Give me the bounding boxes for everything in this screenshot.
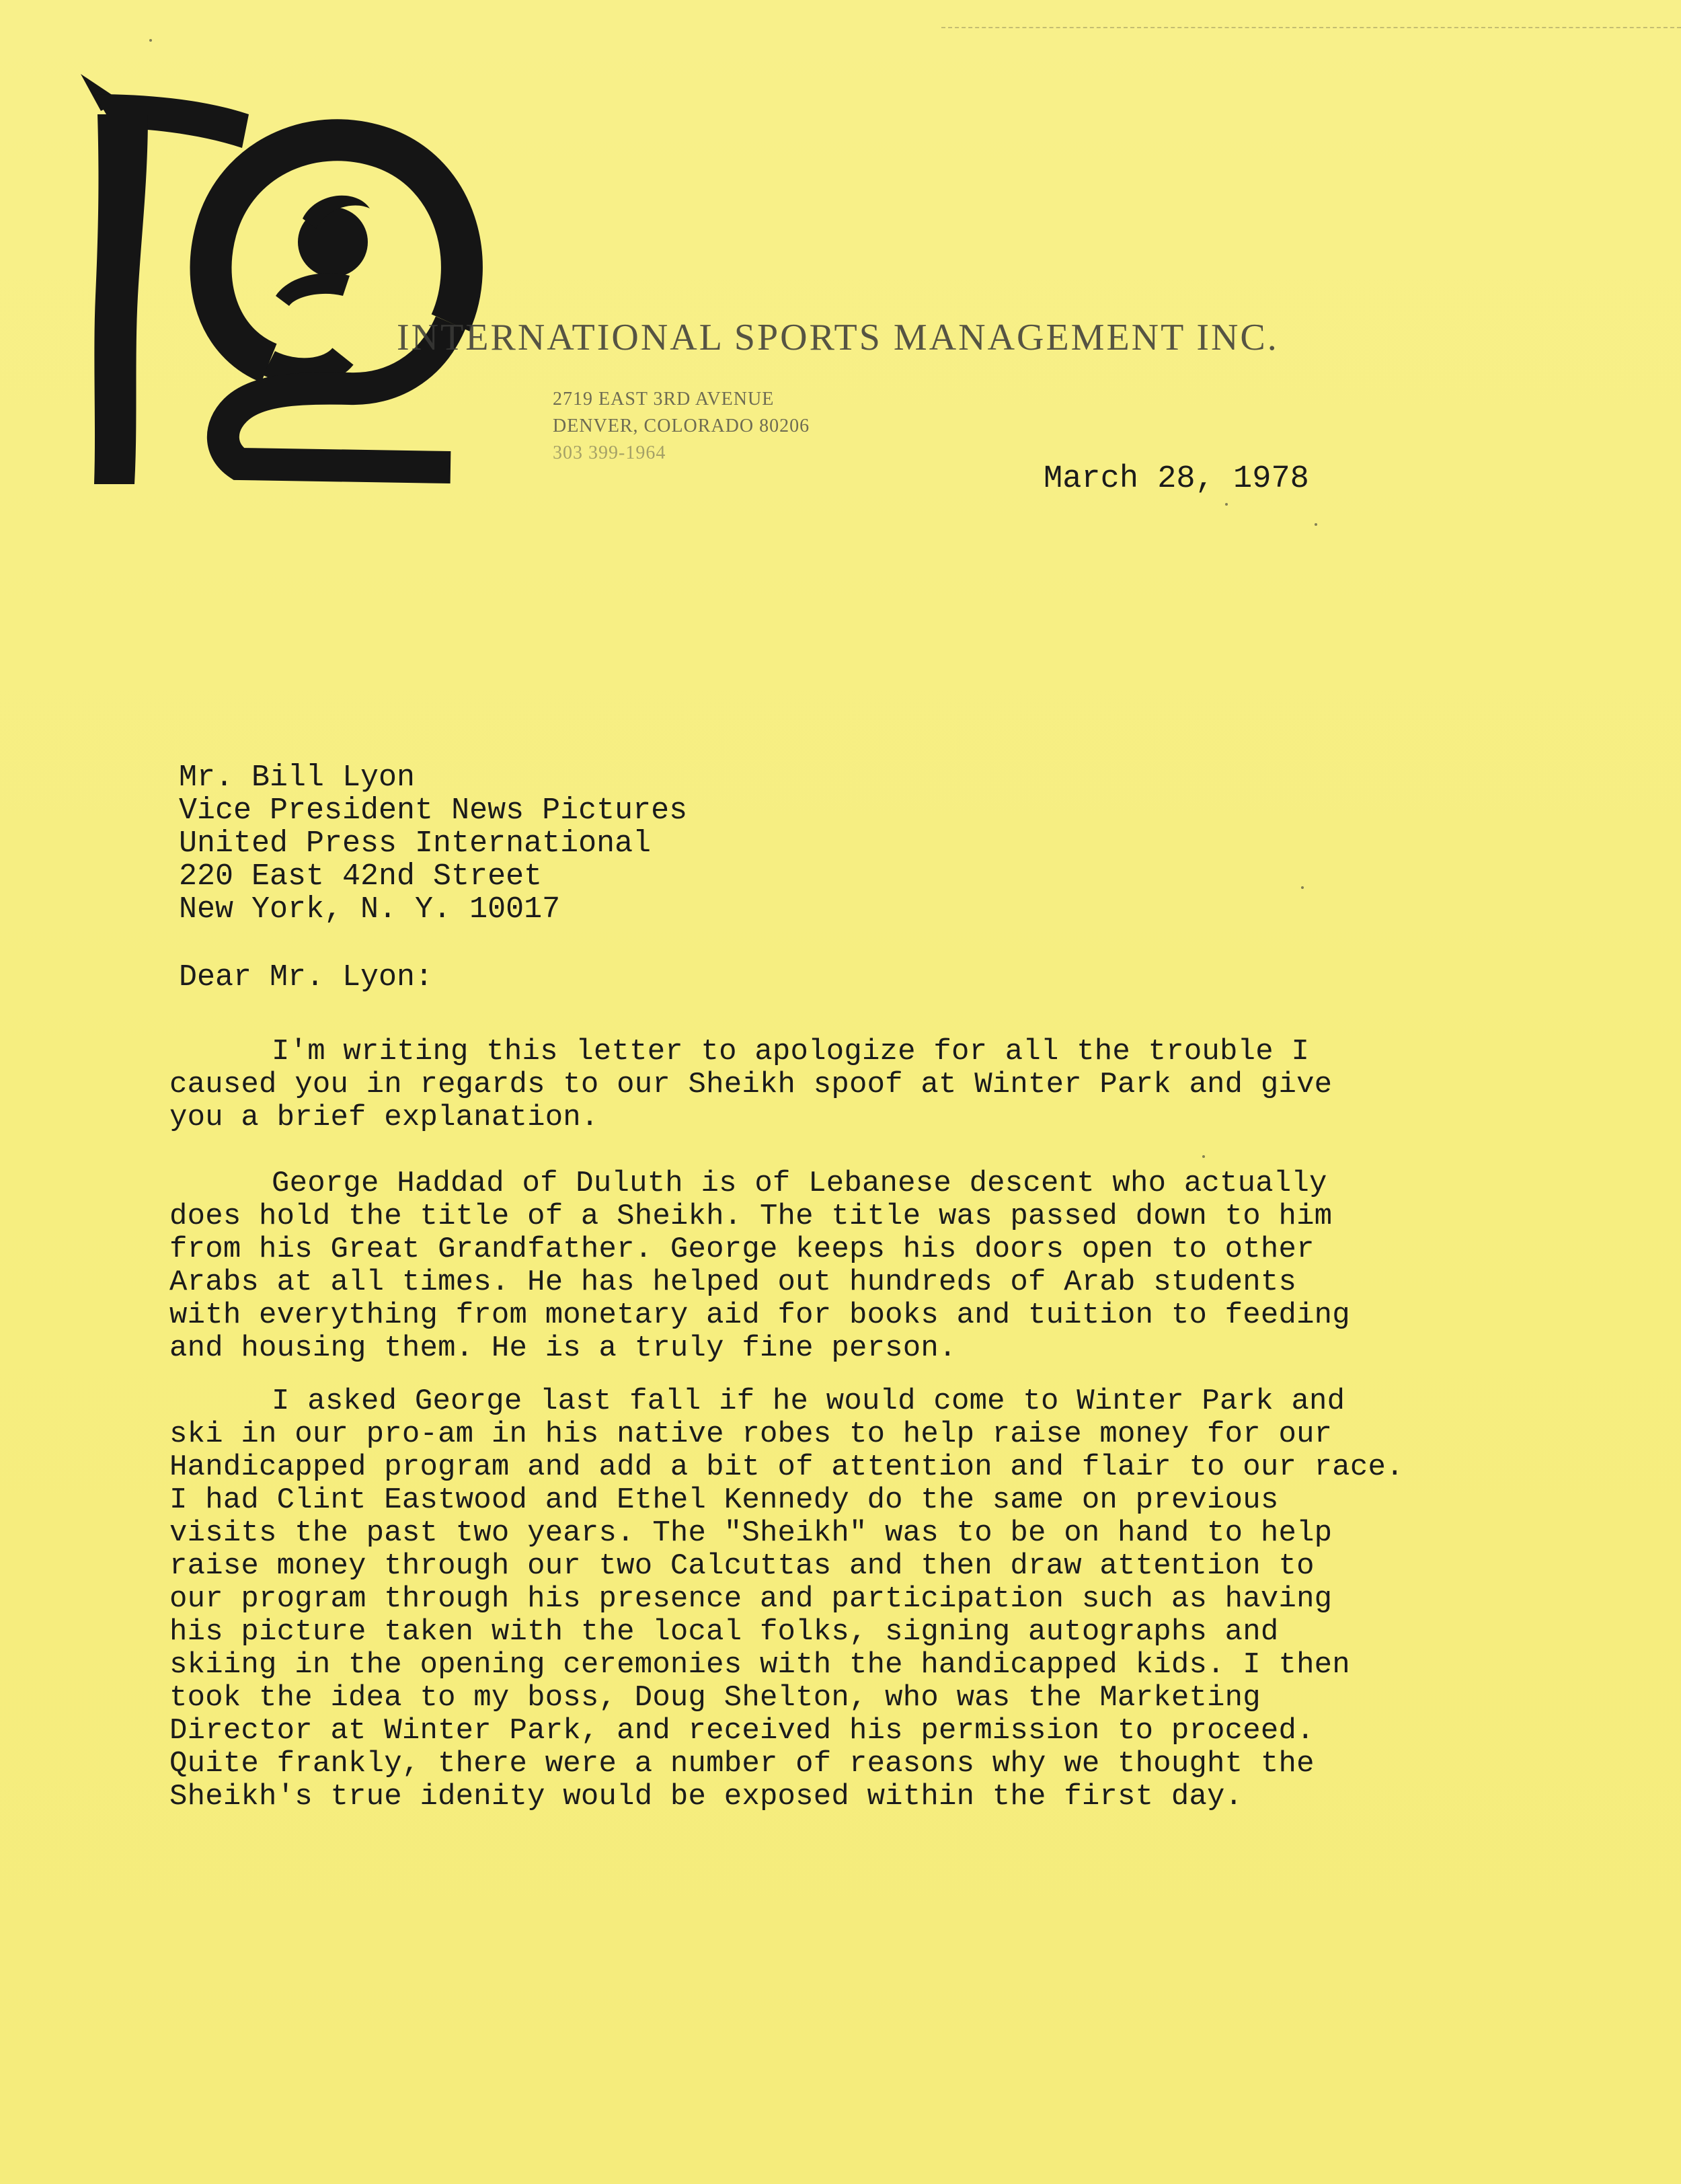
paragraph-line: his picture taken with the local folks, signing autographs and [169,1615,1279,1649]
recipient-title: Vice President News Pictures [179,793,688,828]
recipient-organization: United Press International [179,826,652,861]
letter-date: March 28, 1978 [1044,461,1309,497]
scan-speck [1301,886,1304,889]
paragraph-line: Handicapped program and add a bit of attention and flair to our race. [169,1450,1404,1484]
stylized-c-logo-icon [74,74,491,491]
paragraph-line: Quite frankly, there were a number of reasons why we thought the [169,1747,1315,1781]
paragraph-line: I'm writing this letter to apologize for all the trouble I [272,1035,1310,1068]
address-phone: 303 399-1964 [553,442,666,463]
paragraph-line: skiing in the opening ceremonies with the handicapped kids. I then [169,1648,1350,1682]
paragraph-line: ski in our pro-am in his native robes to help raise money for our [169,1417,1333,1451]
scan-speck [1315,523,1317,526]
paragraph-line: from his Great Grandfather. George keeps his doors open to other [169,1233,1315,1266]
company-name: INTERNATIONAL SPORTS MANAGEMENT INC. [397,317,1279,358]
recipient-block [179,761,687,926]
paragraph-line: I asked George last fall if he would come to Winter Park and [272,1384,1345,1418]
paragraph-line: raise money through our two Calcuttas and then draw attention to [169,1549,1315,1583]
paragraph-2 [169,1167,1581,1365]
scan-speck [1225,503,1228,506]
address-street: 2719 EAST 3RD AVENUE [553,389,775,410]
paragraph-line: Sheikh's true idenity would be exposed within the first day. [169,1780,1243,1814]
paragraph-line: with everything from monetary aid for books and tuition to feeding [169,1298,1350,1332]
recipient-city: New York, N. Y. 10017 [179,892,561,927]
recipient-name: Mr. Bill Lyon [179,760,416,795]
paragraph-line: Arabs at all times. He has helped out hundreds of Arab students [169,1265,1297,1299]
scan-speck [149,39,152,42]
paragraph-1 [169,1036,1581,1134]
paragraph-line: our program through his presence and participation such as having [169,1582,1333,1616]
paragraph-3 [169,1385,1581,1814]
page-edge-mark [941,27,1681,28]
paragraph-line: Director at Winter Park, and received his permission to proceed. [169,1714,1315,1748]
paragraph-line: I had Clint Eastwood and Ethel Kennedy do the same on previous [169,1483,1279,1517]
paragraph-line: caused you in regards to our Sheikh spoof at Winter Park and give [169,1068,1333,1101]
recipient-street: 220 East 42nd Street [179,859,543,894]
paragraph-line: visits the past two years. The "Sheikh" was to be on hand to help [169,1516,1333,1550]
paragraph-line: George Haddad of Duluth is of Lebanese descent who actually [272,1167,1327,1200]
salutation: Dear Mr. Lyon: [179,960,434,994]
address-city: DENVER, COLORADO 80206 [553,416,810,436]
paragraph-line: took the idea to my boss, Doug Shelton, who was the Marketing [169,1681,1261,1715]
paragraph-line: does hold the title of a Sheikh. The title was passed down to him [169,1200,1333,1233]
company-address [553,386,810,467]
scan-speck [1202,1155,1205,1158]
paragraph-line: and housing them. He is a truly fine person. [169,1331,957,1365]
paragraph-line: you a brief explanation. [169,1101,599,1134]
